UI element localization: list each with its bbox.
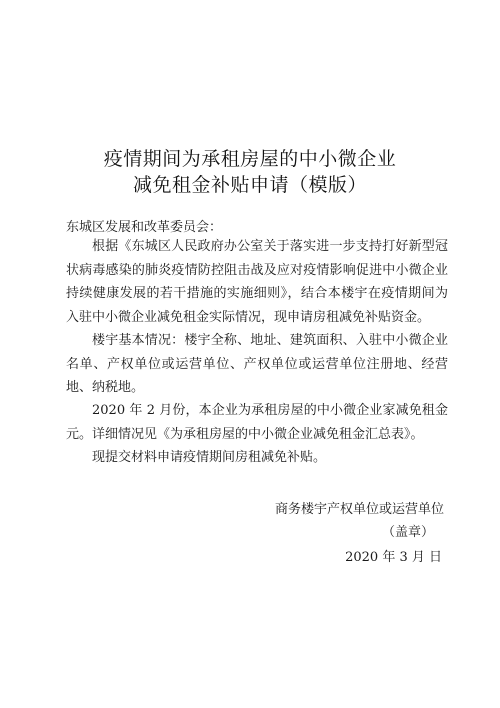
signature-date: 2020 年 3 月 日: [345, 550, 442, 565]
body-paragraph-1: 根据《东城区人民政府办公室关于落实进一步支持打好新型冠状病毒感染的肺炎疫情防控阻击战及应对疫情影响促进中小微企业持续健康发展的若干措施的实施细则》，结合本楼宇在疫情期间为入驻中小微企业减免租金实际情况，现申请房租减免补贴资金。: [66, 239, 448, 325]
document-title-line-1: 疫情期间为承租房屋的中小微企业: [103, 148, 397, 170]
seal-note: （盖章）: [381, 525, 434, 540]
body-paragraph-2: 楼宇基本情况：楼宇全称、地址、建筑面积、入驻中小微企业名单、产权单位或运营单位、产权单位或运营单位注册地、经营地、纳税地。: [66, 333, 448, 395]
document-title-line-2: 减免租金补贴申请（模版）: [132, 174, 367, 196]
body-paragraph-4: 现提交材料申请疫情期间房租减免补贴。: [92, 450, 327, 465]
body-paragraph-3: 2020 年 2 月份，本企业为承租房屋的中小微企业家减免租金元。详细情况见《为承租房屋的中小微企业减免租金汇总表》。: [66, 403, 448, 442]
signatory-organization: 商务楼宇产权单位或运营单位: [274, 502, 444, 517]
salutation: 东城区发展和改革委员会：: [66, 220, 223, 235]
